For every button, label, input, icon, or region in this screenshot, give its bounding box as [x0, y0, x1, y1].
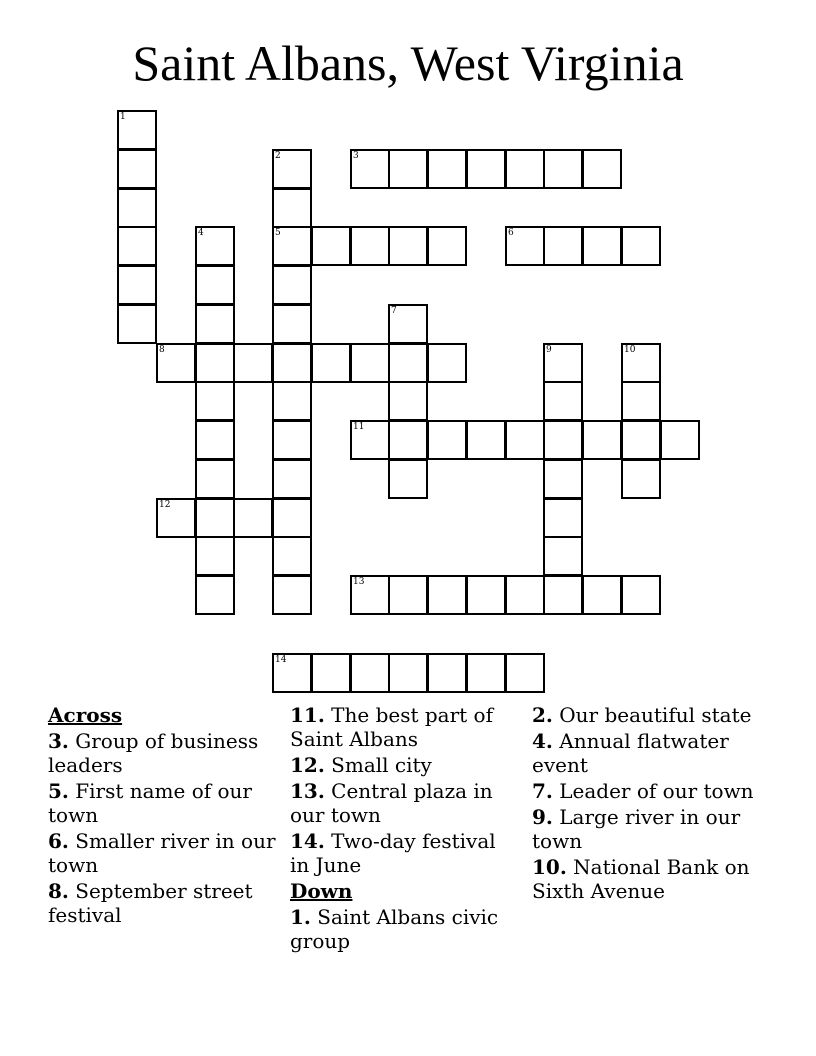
- cell-number: 8: [159, 345, 165, 355]
- crossword-cell[interactable]: [543, 149, 583, 189]
- clue-number: 11.: [290, 703, 325, 727]
- clue-across-13: [290, 779, 520, 827]
- clue-across-8: [48, 879, 278, 927]
- cell-number: 6: [508, 228, 514, 238]
- cell-number: 14: [275, 655, 287, 665]
- crossword-cell[interactable]: [156, 498, 196, 538]
- crossword-cell[interactable]: [272, 188, 312, 228]
- clue-number: 3.: [48, 729, 69, 753]
- cell-number: 2: [275, 151, 281, 161]
- crossword-cell[interactable]: [117, 149, 157, 189]
- crossword-cell[interactable]: [156, 343, 196, 383]
- crossword-cell[interactable]: [543, 536, 583, 576]
- clue-text: Two-day festival in June: [290, 829, 496, 877]
- crossword-cell[interactable]: [466, 420, 506, 460]
- crossword-cell[interactable]: [272, 575, 312, 615]
- crossword-cell[interactable]: [543, 381, 583, 421]
- crossword-cell[interactable]: [621, 459, 661, 499]
- clue-number: 7.: [532, 779, 553, 803]
- clue-text: National Bank on Sixth Avenue: [532, 855, 750, 903]
- crossword-cell[interactable]: [350, 343, 390, 383]
- crossword-cell[interactable]: [272, 381, 312, 421]
- cell-number: 12: [159, 500, 171, 510]
- crossword-cell[interactable]: [505, 575, 545, 615]
- clue-text: Leader of our town: [559, 779, 754, 803]
- clue-down-9: [532, 805, 772, 853]
- crossword-cell[interactable]: [466, 653, 506, 693]
- clue-number: 4.: [532, 729, 553, 753]
- crossword-cell[interactable]: [272, 343, 312, 383]
- crossword-cell[interactable]: [582, 575, 622, 615]
- cell-number: 3: [353, 151, 359, 161]
- crossword-cell[interactable]: [582, 226, 622, 266]
- crossword-cell[interactable]: [350, 149, 390, 189]
- crossword-cell[interactable]: [427, 149, 467, 189]
- crossword-cell[interactable]: [388, 304, 428, 344]
- crossword-cell[interactable]: [195, 226, 235, 266]
- across-heading: Across: [48, 703, 123, 727]
- clue-down-7: [532, 779, 772, 803]
- clue-text: First name of our town: [48, 779, 252, 827]
- clue-column-1: [48, 703, 278, 929]
- crossword-cell[interactable]: [272, 459, 312, 499]
- crossword-cell[interactable]: [117, 110, 157, 150]
- crossword-cell[interactable]: [195, 265, 235, 305]
- clue-number: 14.: [290, 829, 325, 853]
- clue-number: 5.: [48, 779, 69, 803]
- crossword-cell[interactable]: [233, 498, 273, 538]
- crossword-cell[interactable]: [427, 575, 467, 615]
- crossword-cell[interactable]: [272, 420, 312, 460]
- clue-number: 6.: [48, 829, 69, 853]
- clue-down-4: [532, 729, 772, 777]
- crossword-cell[interactable]: [543, 420, 583, 460]
- crossword-cell[interactable]: [272, 304, 312, 344]
- cell-number: 10: [624, 345, 636, 355]
- clue-text: Our beautiful state: [559, 703, 752, 727]
- crossword-cell[interactable]: [427, 226, 467, 266]
- crossword-cell[interactable]: [505, 420, 545, 460]
- clue-number: 8.: [48, 879, 69, 903]
- clue-text: Saint Albans civic group: [290, 905, 499, 953]
- crossword-cell[interactable]: [272, 653, 312, 693]
- crossword-cell[interactable]: [388, 420, 428, 460]
- crossword-cell[interactable]: [195, 343, 235, 383]
- crossword-cell[interactable]: [350, 653, 390, 693]
- crossword-cell[interactable]: [350, 420, 390, 460]
- crossword-cell[interactable]: [195, 381, 235, 421]
- crossword-cell[interactable]: [388, 381, 428, 421]
- crossword-cell[interactable]: [311, 653, 351, 693]
- clue-text: September street festival: [48, 879, 253, 927]
- cell-number: 7: [391, 306, 397, 316]
- cell-number: 9: [546, 345, 552, 355]
- cell-number: 4: [198, 228, 204, 238]
- clue-text: The best part of Saint Albans: [290, 703, 493, 751]
- crossword-cell[interactable]: [543, 498, 583, 538]
- crossword-cell[interactable]: [582, 149, 622, 189]
- crossword-cell[interactable]: [621, 381, 661, 421]
- crossword-cell[interactable]: [272, 498, 312, 538]
- crossword-cell[interactable]: [621, 226, 661, 266]
- crossword-cell[interactable]: [272, 149, 312, 189]
- clue-across-12: [290, 753, 520, 777]
- cell-number: 11: [353, 422, 365, 432]
- crossword-cell[interactable]: [272, 226, 312, 266]
- clue-across-11: [290, 703, 520, 751]
- crossword-cell[interactable]: [117, 188, 157, 228]
- crossword-cell[interactable]: [660, 420, 700, 460]
- cell-number: 13: [353, 577, 365, 587]
- clue-number: 9.: [532, 805, 553, 829]
- clue-text: Smaller river in our town: [48, 829, 276, 877]
- crossword-cell[interactable]: [195, 498, 235, 538]
- crossword-cell[interactable]: [311, 226, 351, 266]
- crossword-cell[interactable]: [388, 149, 428, 189]
- clue-text: Group of business leaders: [48, 729, 259, 777]
- crossword-cell[interactable]: [427, 343, 467, 383]
- crossword-cell[interactable]: [388, 575, 428, 615]
- crossword-cell[interactable]: [388, 653, 428, 693]
- clue-across-6: [48, 829, 278, 877]
- clue-number: 10.: [532, 855, 567, 879]
- down-heading: Down: [290, 879, 353, 903]
- clue-down-2: [532, 703, 772, 727]
- crossword-cell[interactable]: [195, 459, 235, 499]
- crossword-cell[interactable]: [427, 653, 467, 693]
- crossword-cell[interactable]: [543, 459, 583, 499]
- crossword-cell[interactable]: [621, 575, 661, 615]
- crossword-cell[interactable]: [505, 149, 545, 189]
- crossword-cell[interactable]: [272, 265, 312, 305]
- clue-text: Annual flatwater event: [532, 729, 729, 777]
- crossword-cell[interactable]: [543, 343, 583, 383]
- clue-text: Small city: [331, 753, 432, 777]
- crossword-cell[interactable]: [543, 226, 583, 266]
- crossword-cell[interactable]: [233, 343, 273, 383]
- cell-number: 1: [120, 112, 126, 122]
- crossword-cell[interactable]: [388, 226, 428, 266]
- crossword-cell[interactable]: [582, 420, 622, 460]
- clue-across-5: [48, 779, 278, 827]
- clue-down-1: [290, 905, 520, 953]
- clue-number: 2.: [532, 703, 553, 727]
- clue-number: 1.: [290, 905, 311, 929]
- crossword-cell[interactable]: [621, 420, 661, 460]
- clue-column-2: [290, 703, 520, 955]
- crossword-cell[interactable]: [543, 575, 583, 615]
- crossword-cell[interactable]: [195, 536, 235, 576]
- crossword-cell[interactable]: [466, 575, 506, 615]
- crossword-cell[interactable]: [195, 420, 235, 460]
- clue-number: 12.: [290, 753, 325, 777]
- crossword-cell[interactable]: [272, 536, 312, 576]
- crossword-cell[interactable]: [388, 343, 428, 383]
- clue-number: 13.: [290, 779, 325, 803]
- crossword-cell[interactable]: [350, 575, 390, 615]
- clue-down-10: [532, 855, 772, 903]
- clue-text: Large river in our town: [532, 805, 741, 853]
- crossword-cell[interactable]: [195, 575, 235, 615]
- crossword-cell[interactable]: [117, 265, 157, 305]
- clue-across-14: [290, 829, 520, 877]
- cell-number: 5: [275, 228, 281, 238]
- crossword-cell[interactable]: [117, 304, 157, 344]
- crossword-cell[interactable]: [350, 226, 390, 266]
- clue-column-3: [532, 703, 772, 905]
- crossword-cell[interactable]: [466, 149, 506, 189]
- clue-text: Central plaza in our town: [290, 779, 493, 827]
- crossword-cell[interactable]: [195, 304, 235, 344]
- crossword-cell[interactable]: [505, 653, 545, 693]
- puzzle-title: Saint Albans, West Virginia: [132, 35, 684, 91]
- crossword-cell[interactable]: [311, 343, 351, 383]
- clue-across-3: [48, 729, 278, 777]
- crossword-cell[interactable]: [621, 343, 661, 383]
- crossword-cell[interactable]: [427, 420, 467, 460]
- crossword-cell[interactable]: [117, 226, 157, 266]
- crossword-cell[interactable]: [388, 459, 428, 499]
- crossword-cell[interactable]: [505, 226, 545, 266]
